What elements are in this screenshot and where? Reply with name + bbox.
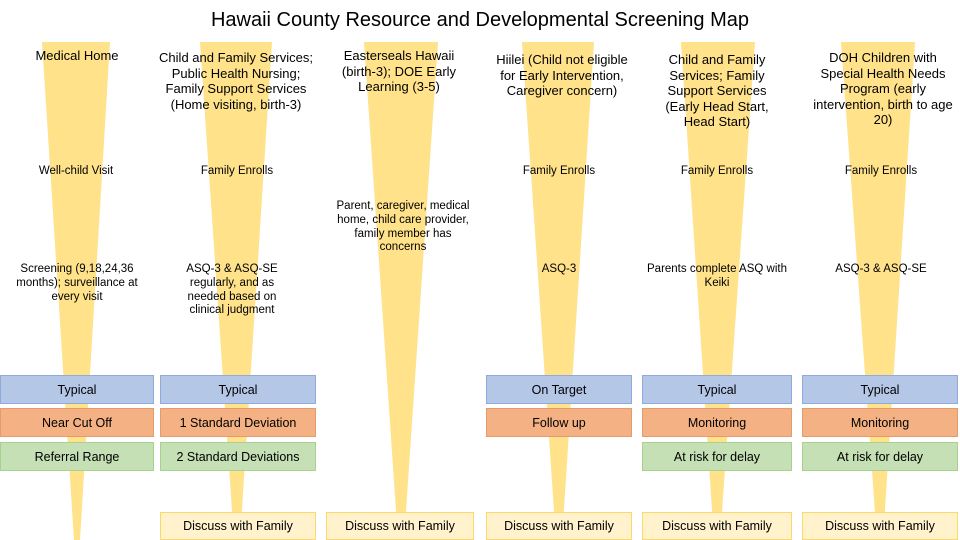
typical-bar-child-family-services: Typical [160, 375, 316, 404]
referral-bar-head-start: At risk for delay [642, 442, 792, 471]
screening-doh-cshnp: ASQ-3 & ASQ-SE [835, 263, 927, 275]
enroll-head-start: Family Enrolls [680, 165, 754, 177]
funnel-cone-easterseals [364, 42, 438, 540]
enroll-medical-home: Well-child Visit [38, 165, 114, 177]
typical-bar-doh-cshnp: Typical [802, 375, 958, 404]
column-header-medical-home: Medical Home [35, 48, 119, 63]
enroll-child-family-services: Family Enrolls [200, 165, 274, 177]
near-cutoff-bar-head-start: Monitoring [642, 408, 792, 437]
near-cutoff-bar-doh-cshnp: Monitoring [802, 408, 958, 437]
enroll-hiilei: Family Enrolls [522, 165, 596, 177]
near-cutoff-bar-child-family-services: 1 Standard Deviation [160, 408, 316, 437]
screening-child-family-services: ASQ-3 & ASQ-SE regularly, and as needed based on clinical judgment [186, 263, 278, 317]
column-header-hiilei: Hiilei (Child not eligible for Early Intervention, Caregiver concern) [496, 52, 628, 99]
page-title: Hawaii County Resource and Developmental Screening Map [210, 9, 750, 31]
enroll-doh-cshnp: Family Enrolls [844, 165, 918, 177]
screening-medical-home: Screening (9,18,24,36 months); surveillance at every visit [16, 263, 138, 303]
typical-bar-medical-home: Typical [0, 375, 154, 404]
column-header-child-family-services: Child and Family Services; Public Health Nursing; Family Support Services (Home visiting, birth-3) [159, 50, 313, 112]
discuss-box-easterseals: Discuss with Family [326, 512, 474, 540]
discuss-box-doh-cshnp: Discuss with Family [802, 512, 958, 540]
referral-bar-medical-home: Referral Range [0, 442, 154, 471]
screening-hiilei: ASQ-3 [541, 263, 577, 275]
typical-bar-head-start: Typical [642, 375, 792, 404]
screening-easterseals-concerns: Parent, caregiver, medical home, child care provider, family member has concerns [336, 200, 470, 254]
column-header-easterseals: Easterseals Hawaii (birth-3); DOE Early Learning (3-5) [341, 48, 457, 95]
referral-bar-child-family-services: 2 Standard Deviations [160, 442, 316, 471]
near-cutoff-bar-hiilei: Follow up [486, 408, 632, 437]
referral-bar-doh-cshnp: At risk for delay [802, 442, 958, 471]
near-cutoff-bar-medical-home: Near Cut Off [0, 408, 154, 437]
screening-head-start: Parents complete ASQ with Keiki [647, 263, 787, 289]
column-header-head-start: Child and Family Services; Family Support Services (Early Head Start, Head Start) [665, 52, 769, 130]
typical-bar-hiilei: On Target [486, 375, 632, 404]
discuss-box-hiilei: Discuss with Family [486, 512, 632, 540]
discuss-box-child-family-services: Discuss with Family [160, 512, 316, 540]
funnel-cone-hiilei [522, 42, 594, 540]
column-header-doh-cshnp: DOH Children with Special Health Needs Program (early intervention, birth to age 20) [813, 50, 953, 128]
discuss-box-head-start: Discuss with Family [642, 512, 792, 540]
